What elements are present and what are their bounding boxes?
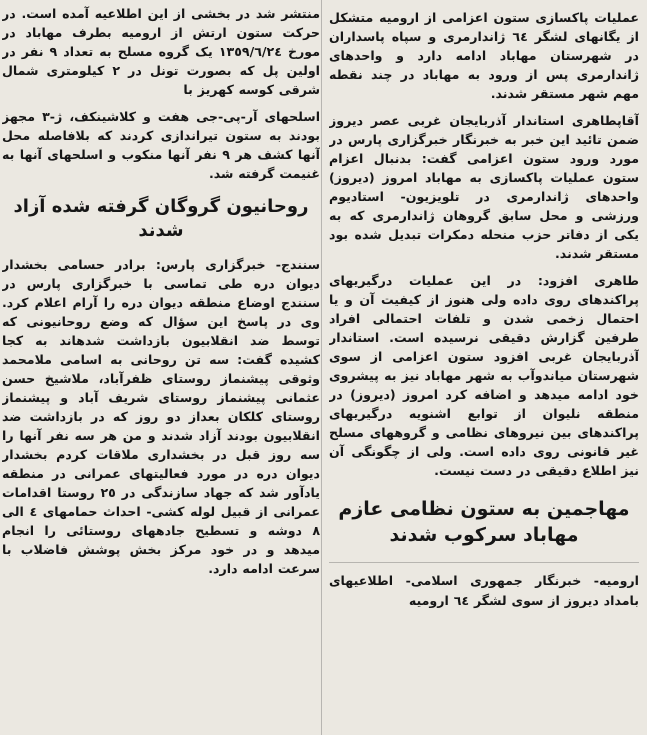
right-headline: مهاجمین به ستون نظامی عازم مهاباد سرکوب شدند — [338, 498, 630, 546]
right-column — [329, 0, 639, 735]
left-headline: روحانیون گروگان گرفته شده آزاد شدند — [13, 196, 309, 241]
right-lead-paragraph: ارومیه- خبرنگار جمهوری اسلامی- اطلاعیهای بامداد دیروز از سوی لشگر ٦٤ ارومیه — [329, 573, 639, 608]
right-paragraph-1: عملیات پاکسازی ستون اعزامی از ارومیه متشکل از یگانهای لشگر ٦٤ ژاندارمری و سپاه پاسداران در شهرستان مهاباد ادامه دارد و واحدهای ژاندارمری پس از ورود به مهاباد در چند نقطه مهم شهر مستقر شدند. — [329, 10, 639, 101]
left-story-paragraph: سنندج- خبرگزاری پارس: برادر حسامی بخشدار دیوان دره طی تماسی با خبرگزاری پارس در سنندج اوضاع منطقه دیوان دره را آرام اعلام کرد. وی در پاسخ این سؤال که وضع روحانیونی که توسط ضد انقلابیون بازداشت شدهاند به کجا کشیده گفت: سه تن روحانی به اسامی ملامحمد وثوقی پیشنماز روستای ظفرآباد، ملاشیخ حسن عثمانی پیشنماز روستای شریف آباد و پیشنماز روستای کلکان بعداز دو روز که در بازداشت ضد انقلابیون بودند آزاد شدند و من هر سه نفر آنها را سه روز قبل در بخشداری ملاقات کردم بخشدار دیوان دره در مورد فعالیتهای عمرانی در منطقه یادآور شد که جهاد سازندگی در ٢٥ روستا اقدامات عمرانی از قبیل لوله کشی- احداث حمامهای ٤ الی ٨ دوشه و تسطیح جادههای روستائی را انجام میدهد و در خود مرکز بخش پوشش فاضلاب با سرعت ادامه دارد. — [2, 257, 320, 576]
headline-rule — [329, 562, 639, 563]
left-column — [2, 0, 320, 735]
right-paragraph-2: آقاپطاهری استاندار آذربایجان غربی عصر دیروز ضمن تائید این خبر به خبرنگار خبرگزاری پارس در مورد ورود ستون اعزامی گفت: بدنبال اعزام ستون عملیات پاکسازی به مهاباد امروز (دیروز) واحدهای ژاندارمری در تلویزیون- استادیوم ورزشی و محل سابق گروهان ژاندارمری که به یکی از دفاتر حزب منحله دمکرات تبدیل شده بود مستقر شدند. — [329, 113, 639, 261]
left-paragraph-1: منتشر شد در بخشی از این اطلاعیه آمده است. در حرکت ستون ارتش از ارومیه بطرف مهاباد در مورخ ١٣٥٩/٦/٢٤ یک گروه مسلح به تعداد ٩ نفر در اولین پل که بصورت تونل در ٢ کیلومتری شمال شرقی کوسه کهریز با — [2, 6, 320, 97]
column-divider — [321, 0, 322, 735]
left-paragraph-2: اسلحهای آر-پی-جی هفت و کلاشینکف، ژ-٣ مجهز بودند به ستون تیراندازی کردند که بلافاصله محل آنها کشف هر ٩ نفر آنها منکوب و اسلحهای آنها به غنیمت گرفته شد. — [2, 109, 320, 181]
right-paragraph-3: طاهری افزود: در این عملیات درگیریهای پراکندهای روی داده ولی هنوز از کیفیت آن و یا احتمال زخمی شدن و تلفات احتمالی افراد طرفین گزارش دقیقی نرسیده است. استاندار آذربایجان غربی افزود ستون اعزامی از سوی شهرستان میاندوآب به شهر مهاباد نیز به پیشروی خود ادامه میدهد و اضافه کرد امروز (دیروز) در منطقه نلیوان از توابع اشنویه درگیریهای پراکندهای بین نیروهای نظامی و گروههای مسلح غیر قانونی روی داده است. ولی از چگونگی آن نیز اطلاع دقیقی در دست نیست. — [329, 273, 639, 478]
